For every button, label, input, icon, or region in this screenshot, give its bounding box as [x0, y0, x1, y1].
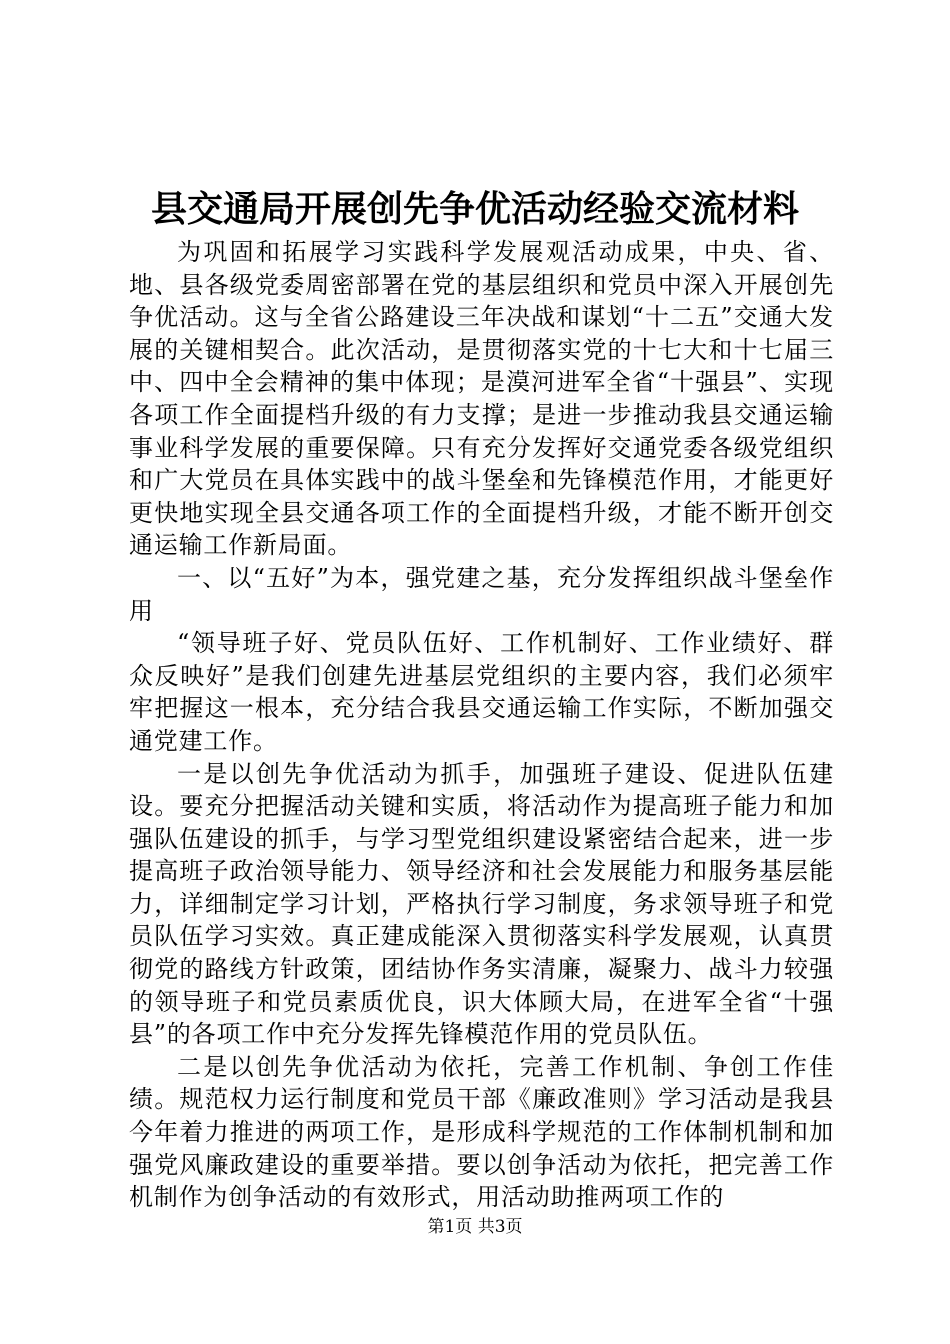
- document-body: [129, 236, 834, 1214]
- paragraph: 一是以创先争优活动为抓手，加强班子建设、促进队伍建设。要充分把握活动关键和实质，将活动作为提高班子能力和加强队伍建设的抓手，与学习型党组织建设紧密结合起来，进一步提高班子政治领导能力、领导经济和社会发展能力和服务基层能力，详细制定学习计划，严格执行学习制度，务求领导班子和党员队伍学习实效。真正建成能深入贯彻落实科学发展观，认真贯彻党的路线方针政策，团结协作务实清廉，凝聚力、战斗力较强的领导班子和党员素质优良，识大体顾大局，在进军全省“十强县”的各项工作中充分发挥先锋模范作用的党员队伍。: [129, 759, 834, 1049]
- page-number-footer: 第1页 共3页: [427, 1217, 523, 1237]
- document-title: 县交通局开展创先争优活动经验交流材料: [150, 188, 799, 230]
- paragraph: 二是以创先争优活动为依托，完善工作机制、争创工作佳绩。规范权力运行制度和党员干部《廉政准则》学习活动是我县今年着力推进的两项工作，是形成科学规范的工作体制机制和加强党风廉政建设的重要举措。要以创争活动为依托，把完善工作机制作为创争活动的有效形式，用活动助推两项工作的: [129, 1052, 834, 1212]
- paragraph: “领导班子好、党员队伍好、工作机制好、工作业绩好、群众反映好”是我们创建先进基层党组织的主要内容，我们必须牢牢把握这一根本，充分结合我县交通运输工作实际，不断加强交通党建工作。: [129, 629, 834, 755]
- paragraph: 一、以“五好”为本，强党建之基，充分发挥组织战斗堡垒作用: [129, 563, 834, 625]
- paragraph: 为巩固和拓展学习实践科学发展观活动成果，中央、省、地、县各级党委周密部署在党的基层组织和党员中深入开展创先争优活动。这与全省公路建设三年决战和谋划“十二五”交通大发展的关键相契合。此次活动，是贯彻落实党的十七大和十七届三中、四中全会精神的集中体现；是漠河进军全省“十强县”、实现各项工作全面提档升级的有力支撑；是进一步推动我县交通运输事业科学发展的重要保障。只有充分发挥好交通党委各级党组织和广大党员在具体实践中的战斗堡垒和先锋模范作用，才能更好更快地实现全县交通各项工作的全面提档升级，才能不断开创交通运输工作新局面。: [129, 238, 834, 560]
